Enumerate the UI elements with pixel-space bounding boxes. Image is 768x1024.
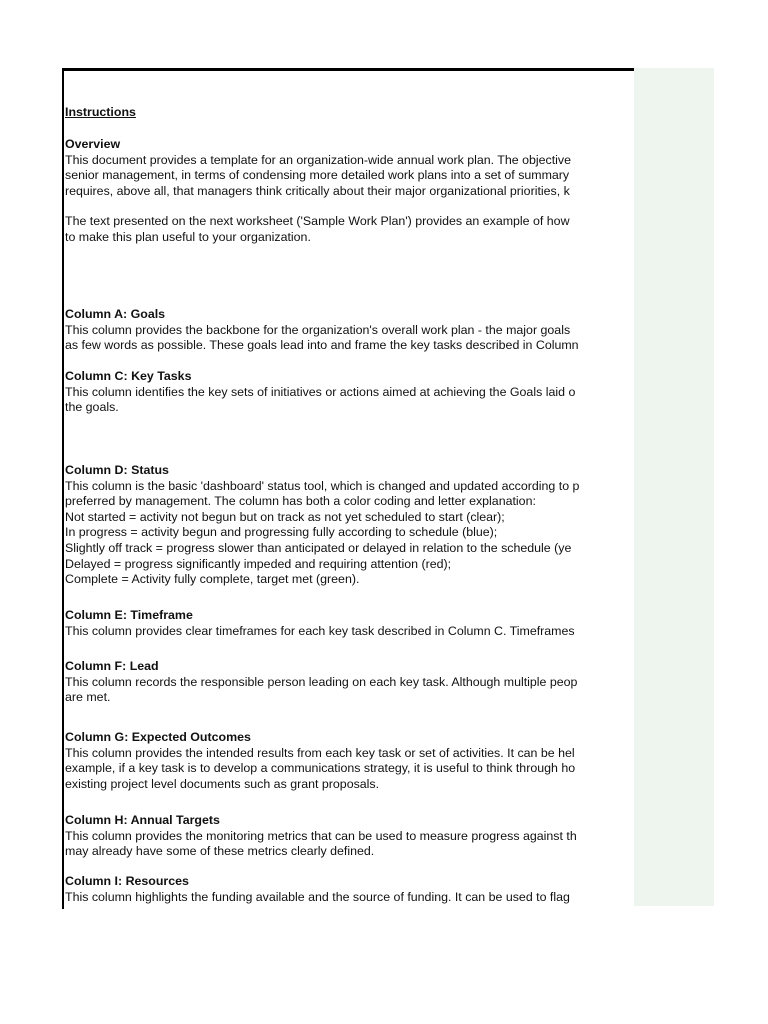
column-c-line: This column identifies the key sets of initiatives or actions aimed at achieving the Goals laid o bbox=[65, 384, 576, 399]
instructions-title: Instructions bbox=[65, 105, 136, 119]
column-d-line: preferred by management. The column has both a color coding and letter explanation: bbox=[65, 494, 536, 509]
column-h-block bbox=[65, 813, 577, 860]
status-slightly-off-track: Slightly off track = progress slower than anticipated or delayed in relation to the schedule (ye bbox=[65, 540, 572, 555]
column-h-heading: Column H: Annual Targets bbox=[65, 813, 220, 827]
column-d-heading: Column D: Status bbox=[65, 463, 169, 477]
overview-block bbox=[65, 137, 571, 199]
column-c-block bbox=[65, 369, 575, 416]
column-g-line: example, if a key task is to develop a communications strategy, it is useful to think through ho bbox=[65, 761, 576, 776]
column-g-line: existing project level documents such as grant proposals. bbox=[65, 776, 380, 791]
sample-note-line: The text presented on the next worksheet ('Sample Work Plan') provides an example of how bbox=[65, 214, 570, 228]
column-i-heading: Column I: Resources bbox=[65, 874, 189, 888]
overview-line: requires, above all, that managers think critically about their major organizational priorities, k bbox=[65, 183, 570, 198]
column-d-line: This column is the basic 'dashboard' status tool, which is changed and updated according to p bbox=[65, 478, 580, 493]
column-e-block bbox=[65, 608, 575, 639]
sample-note-block bbox=[65, 214, 570, 245]
column-a-heading: Column A: Goals bbox=[65, 307, 166, 321]
sample-note-line: to make this plan useful to your organization. bbox=[65, 229, 311, 244]
column-a-line: This column provides the backbone for the organization's overall work plan - the major goals bbox=[65, 322, 571, 337]
column-i-line: This column highlights the funding available and the source of funding. It can be used to flag bbox=[65, 889, 570, 904]
column-a-line: as few words as possible. These goals lead into and frame the key tasks described in Column bbox=[65, 338, 579, 353]
status-delayed: Delayed = progress significantly impeded and requiring attention (red); bbox=[65, 556, 452, 571]
overview-line: senior management, in terms of condensing more detailed work plans into a set of summary bbox=[65, 168, 570, 183]
column-g-heading: Column G: Expected Outcomes bbox=[65, 730, 251, 744]
overview-line: This document provides a template for an organization-wide annual work plan. The objective bbox=[65, 152, 572, 167]
adjacent-sheet-area bbox=[632, 68, 714, 906]
overview-heading: Overview bbox=[65, 137, 121, 151]
column-d-block bbox=[65, 463, 579, 588]
column-h-line: This column provides the monitoring metrics that can be used to measure progress against th bbox=[65, 828, 577, 843]
column-c-line: the goals. bbox=[65, 400, 119, 415]
column-f-block bbox=[65, 659, 577, 706]
column-a-block bbox=[65, 307, 579, 354]
status-in-progress: In progress = activity begun and progressing fully according to schedule (blue); bbox=[65, 525, 498, 540]
status-complete: Complete = Activity fully complete, target met (green). bbox=[65, 572, 360, 587]
column-f-heading: Column F: Lead bbox=[65, 659, 159, 673]
column-c-heading: Column C: Key Tasks bbox=[65, 369, 192, 383]
column-f-line: are met. bbox=[65, 690, 111, 705]
column-f-line: This column records the responsible person leading on each key task. Although multiple peop bbox=[65, 674, 578, 689]
column-e-heading: Column E: Timeframe bbox=[65, 608, 193, 622]
column-i-block bbox=[65, 874, 570, 905]
worksheet bbox=[62, 68, 634, 909]
column-g-line: This column provides the intended results from each key task or set of activities. It can be hel bbox=[65, 745, 575, 760]
column-g-block bbox=[65, 730, 575, 792]
column-h-line: may already have some of these metrics clearly defined. bbox=[65, 844, 375, 859]
column-e-line: This column provides clear timeframes for each key task described in Column C. Timeframes bbox=[65, 623, 575, 638]
status-not-started: Not started = activity not begun but on track as not yet scheduled to start (clear); bbox=[65, 509, 505, 524]
